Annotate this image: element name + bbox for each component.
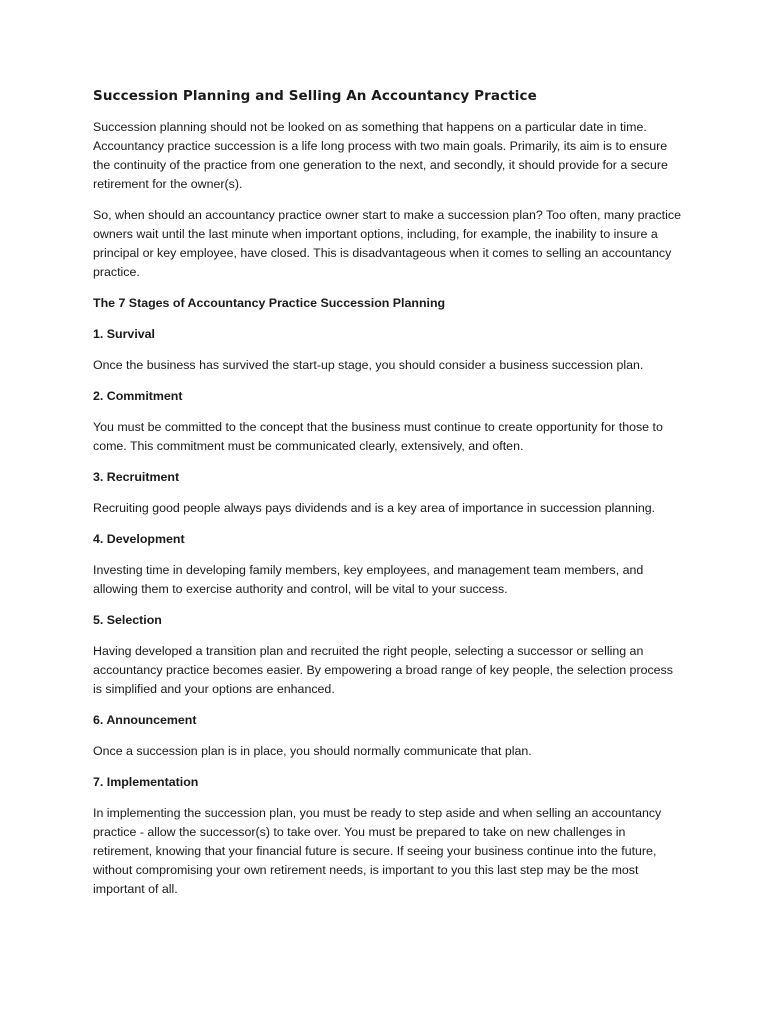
- stage-3-heading: 3. Recruitment: [93, 470, 180, 484]
- stages-heading: The 7 Stages of Accountancy Practice Succession Planning: [93, 296, 446, 310]
- stage-4-text: Investing time in developing family members, key employees, and management team members, and allowing them to exercise authority and control, will be vital to your success.: [93, 563, 644, 596]
- stage-2-heading: 2. Commitment: [93, 389, 183, 403]
- stage-1-text: Once the business has survived the start-up stage, you should consider a business succession plan.: [93, 358, 644, 372]
- stage-5-heading: 5. Selection: [93, 613, 162, 627]
- document-title: Succession Planning and Selling An Accountancy Practice: [93, 88, 537, 104]
- stage-4-heading: 4. Development: [93, 532, 185, 546]
- intro-paragraph-2: So, when should an accountancy practice owner start to make a succession plan? Too often, many practice owners wait until the last minute when important options, including, for example, the inability to insure a principal or key employee, have closed. This is disadvantageous when it comes to selling an accountancy practice.: [93, 208, 681, 279]
- stage-3-text: Recruiting good people always pays dividends and is a key area of importance in succession planning.: [93, 501, 656, 515]
- stage-7-text: In implementing the succession plan, you must be ready to step aside and when selling an accountancy practice - allow the successor(s) to take over. You must be prepared to take on new challenges in retirement, knowing that your financial future is secure. If seeing your business continue into the future, without compromising your own retirement needs, is important to you this last step may be the most important of all.: [93, 806, 662, 896]
- stage-5-text: Having developed a transition plan and recruited the right people, selecting a successor or selling an accountancy practice becomes easier. By empowering a broad range of key people, the selection process is simplified and your options are enhanced.: [93, 644, 673, 696]
- stage-1-heading: 1. Survival: [93, 327, 155, 341]
- stage-7-heading: 7. Implementation: [93, 775, 199, 789]
- intro-paragraph-1: Succession planning should not be looked on as something that happens on a particular date in time. Accountancy practice succession is a life long process with two main goals. Primarily, its aim is to ensure the continuity of the practice from one generation to the next, and secondly, it should provide for a secure retirement for the owner(s).: [93, 120, 668, 191]
- stage-6-text: Once a succession plan is in place, you should normally communicate that plan.: [93, 744, 532, 758]
- stage-2-text: You must be committed to the concept that the business must continue to create opportunity for those to come. This commitment must be communicated clearly, extensively, and often.: [93, 420, 663, 453]
- stage-6-heading: 6. Announcement: [93, 713, 197, 727]
- document-page: [93, 86, 683, 911]
